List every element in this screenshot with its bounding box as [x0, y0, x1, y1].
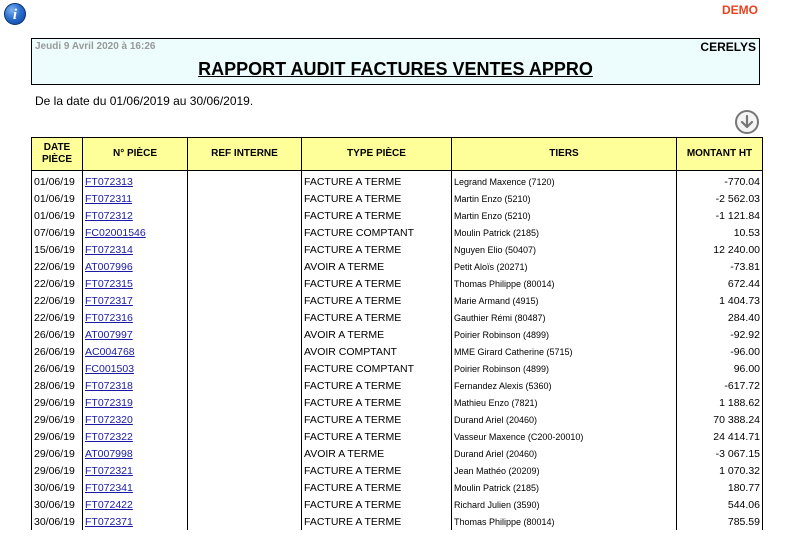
table-row: [32, 513, 763, 530]
cell-montant: -2 562.03: [677, 190, 763, 207]
table-row: [32, 479, 763, 496]
cell-type: AVOIR A TERME: [302, 258, 452, 275]
cell-tiers: Martin Enzo (5210): [452, 190, 677, 207]
piece-link[interactable]: FT072313: [85, 175, 133, 188]
cell-type: FACTURE A TERME: [302, 241, 452, 258]
piece-link[interactable]: FT072315: [85, 277, 133, 290]
cell-type: FACTURE A TERME: [302, 479, 452, 496]
cell-piece: [83, 411, 188, 428]
cell-date: 30/06/19: [32, 513, 83, 530]
table-row: [32, 309, 763, 326]
cell-tiers: Vasseur Maxence (C200-20010): [452, 428, 677, 445]
piece-link[interactable]: FT072371: [85, 515, 133, 528]
cell-ref: [188, 377, 302, 394]
cell-piece: [83, 445, 188, 462]
piece-link[interactable]: FT072422: [85, 498, 133, 511]
cell-date: 22/06/19: [32, 292, 83, 309]
cell-tiers: MME Girard Catherine (5715): [452, 343, 677, 360]
cell-date: 22/06/19: [32, 275, 83, 292]
table-row: [32, 241, 763, 258]
cell-ref: [188, 428, 302, 445]
table-row: [32, 171, 763, 191]
invoice-table: [31, 137, 763, 530]
cell-montant: -96.00: [677, 343, 763, 360]
cell-tiers: Thomas Philippe (80014): [452, 275, 677, 292]
cell-date: 29/06/19: [32, 411, 83, 428]
cell-type: FACTURE A TERME: [302, 394, 452, 411]
cell-ref: [188, 360, 302, 377]
cell-date: 07/06/19: [32, 224, 83, 241]
report-date: Jeudi 9 Avril 2020 à 16:26: [35, 41, 156, 52]
cell-montant: 785.59: [677, 513, 763, 530]
cell-piece: [83, 292, 188, 309]
arrow-down-icon[interactable]: [735, 110, 759, 134]
cell-montant: -770.04: [677, 171, 763, 191]
cell-piece: [83, 190, 188, 207]
table-row: [32, 275, 763, 292]
cell-ref: [188, 207, 302, 224]
cell-tiers: Durand Ariel (20460): [452, 445, 677, 462]
cell-montant: 1 188.62: [677, 394, 763, 411]
cell-type: FACTURE A TERME: [302, 411, 452, 428]
cell-ref: [188, 445, 302, 462]
cell-ref: [188, 224, 302, 241]
piece-link[interactable]: FT072319: [85, 396, 133, 409]
cell-date: 29/06/19: [32, 462, 83, 479]
cell-piece: [83, 326, 188, 343]
cell-tiers: Mathieu Enzo (7821): [452, 394, 677, 411]
cell-piece: [83, 496, 188, 513]
table-row: [32, 377, 763, 394]
table-row: [32, 207, 763, 224]
cell-type: FACTURE COMPTANT: [302, 360, 452, 377]
col-header-date-line2: PIÈCE: [41, 154, 72, 165]
cell-piece: [83, 241, 188, 258]
cell-ref: [188, 479, 302, 496]
cell-piece: [83, 343, 188, 360]
cell-piece: [83, 360, 188, 377]
cell-piece: [83, 309, 188, 326]
cell-montant: 12 240.00: [677, 241, 763, 258]
cell-tiers: Poirier Robinson (4899): [452, 360, 677, 377]
table-header-row: [32, 138, 763, 171]
cell-tiers: Moulin Patrick (2185): [452, 224, 677, 241]
cell-piece: [83, 428, 188, 445]
cell-type: FACTURE A TERME: [302, 513, 452, 530]
cell-tiers: Gauthier Rémi (80487): [452, 309, 677, 326]
table-row: [32, 292, 763, 309]
table-row: [32, 411, 763, 428]
col-header-montant[interactable]: MONTANT HT: [677, 138, 763, 171]
piece-link[interactable]: FT072341: [85, 481, 133, 494]
table-row: [32, 343, 763, 360]
cell-montant: 544.06: [677, 496, 763, 513]
cell-type: AVOIR COMPTANT: [302, 343, 452, 360]
table-row: [32, 394, 763, 411]
cell-tiers: Petit Aloïs (20271): [452, 258, 677, 275]
cell-montant: 1 404.73: [677, 292, 763, 309]
cell-ref: [188, 411, 302, 428]
table-row: [32, 445, 763, 462]
cell-date: 26/06/19: [32, 343, 83, 360]
piece-link[interactable]: FT072318: [85, 379, 133, 392]
cell-tiers: Moulin Patrick (2185): [452, 479, 677, 496]
cell-ref: [188, 462, 302, 479]
cell-date: 26/06/19: [32, 326, 83, 343]
cell-montant: 672.44: [677, 275, 763, 292]
piece-link[interactable]: FT072312: [85, 209, 133, 222]
cell-ref: [188, 326, 302, 343]
cell-date: 29/06/19: [32, 428, 83, 445]
piece-link[interactable]: FT072322: [85, 430, 133, 443]
cell-type: AVOIR A TERME: [302, 445, 452, 462]
cell-type: FACTURE A TERME: [302, 428, 452, 445]
cell-type: FACTURE A TERME: [302, 309, 452, 326]
cell-ref: [188, 496, 302, 513]
cell-montant: 24 414.71: [677, 428, 763, 445]
piece-link[interactable]: FT072311: [85, 192, 133, 205]
demo-label: DEMO: [722, 3, 758, 17]
piece-link[interactable]: FC001503: [85, 362, 135, 375]
piece-link[interactable]: AT007997: [85, 328, 133, 341]
table-row: [32, 496, 763, 513]
cell-ref: [188, 275, 302, 292]
col-header-tiers[interactable]: TIERS: [452, 138, 677, 171]
cell-date: 15/06/19: [32, 241, 83, 258]
cell-ref: [188, 171, 302, 191]
cell-date: 30/06/19: [32, 496, 83, 513]
cell-date: 01/06/19: [32, 207, 83, 224]
cell-tiers: Thomas Philippe (80014): [452, 513, 677, 530]
cell-montant: -1 121.84: [677, 207, 763, 224]
cell-ref: [188, 241, 302, 258]
cell-tiers: Poirier Robinson (4899): [452, 326, 677, 343]
piece-link[interactable]: FC02001546: [85, 226, 146, 239]
cell-tiers: Nguyen Elio (50407): [452, 241, 677, 258]
cell-tiers: Richard Julien (3590): [452, 496, 677, 513]
cell-piece: [83, 513, 188, 530]
cell-type: FACTURE A TERME: [302, 275, 452, 292]
cell-ref: [188, 258, 302, 275]
cell-piece: [83, 479, 188, 496]
table-row: [32, 190, 763, 207]
report-title: RAPPORT AUDIT FACTURES VENTES APPRO: [198, 59, 593, 79]
cell-ref: [188, 513, 302, 530]
cell-date: 29/06/19: [32, 445, 83, 462]
piece-link[interactable]: AT007998: [85, 447, 133, 460]
col-header-piece[interactable]: N° PIÈCE: [83, 138, 188, 171]
cell-type: AVOIR A TERME: [302, 326, 452, 343]
cell-tiers: Fernandez Alexis (5360): [452, 377, 677, 394]
cell-date: 01/06/19: [32, 171, 83, 191]
piece-link[interactable]: FT072317: [85, 294, 133, 307]
cell-date: 26/06/19: [32, 360, 83, 377]
cell-montant: 284.40: [677, 309, 763, 326]
cell-montant: 1 070.32: [677, 462, 763, 479]
col-header-ref[interactable]: REF INTERNE: [188, 138, 302, 171]
table-row: [32, 462, 763, 479]
cell-ref: [188, 394, 302, 411]
cell-piece: [83, 258, 188, 275]
cell-type: FACTURE A TERME: [302, 207, 452, 224]
cell-tiers: Martin Enzo (5210): [452, 207, 677, 224]
cell-type: FACTURE A TERME: [302, 171, 452, 191]
cell-piece: [83, 171, 188, 191]
cell-ref: [188, 343, 302, 360]
col-header-date[interactable]: [32, 138, 83, 171]
cell-tiers: Marie Armand (4915): [452, 292, 677, 309]
company-name: CERELYS: [700, 40, 756, 54]
piece-link[interactable]: FT072320: [85, 413, 133, 426]
cell-montant: -73.81: [677, 258, 763, 275]
cell-piece: [83, 462, 188, 479]
info-icon[interactable]: i: [4, 3, 26, 25]
table-row: [32, 360, 763, 377]
cell-type: FACTURE A TERME: [302, 462, 452, 479]
cell-date: 01/06/19: [32, 190, 83, 207]
cell-date: 29/06/19: [32, 394, 83, 411]
cell-type: FACTURE A TERME: [302, 377, 452, 394]
cell-montant: -3 067.15: [677, 445, 763, 462]
cell-piece: [83, 275, 188, 292]
piece-link[interactable]: FT072316: [85, 311, 133, 324]
col-header-type[interactable]: TYPE PIÈCE: [302, 138, 452, 171]
cell-ref: [188, 292, 302, 309]
table-row: [32, 224, 763, 241]
cell-montant: 10.53: [677, 224, 763, 241]
cell-montant: 70 388.24: [677, 411, 763, 428]
piece-link[interactable]: AT007996: [85, 260, 133, 273]
cell-montant: -92.92: [677, 326, 763, 343]
cell-piece: [83, 207, 188, 224]
cell-piece: [83, 394, 188, 411]
cell-montant: -617.72: [677, 377, 763, 394]
cell-type: FACTURE A TERME: [302, 292, 452, 309]
piece-link[interactable]: FT072321: [85, 464, 133, 477]
cell-type: FACTURE COMPTANT: [302, 224, 452, 241]
cell-date: 28/06/19: [32, 377, 83, 394]
cell-piece: [83, 224, 188, 241]
report-header: [31, 38, 760, 85]
table-row: [32, 258, 763, 275]
piece-link[interactable]: AC004768: [85, 345, 135, 358]
cell-type: FACTURE A TERME: [302, 496, 452, 513]
table-row: [32, 326, 763, 343]
cell-tiers: Durand Ariel (20460): [452, 411, 677, 428]
cell-date: 22/06/19: [32, 258, 83, 275]
cell-date: 22/06/19: [32, 309, 83, 326]
cell-piece: [83, 377, 188, 394]
cell-montant: 96.00: [677, 360, 763, 377]
cell-type: FACTURE A TERME: [302, 190, 452, 207]
col-header-date-line1: DATE: [43, 142, 71, 153]
cell-montant: 180.77: [677, 479, 763, 496]
piece-link[interactable]: FT072314: [85, 243, 133, 256]
cell-tiers: Jean Mathéo (20209): [452, 462, 677, 479]
cell-ref: [188, 190, 302, 207]
cell-date: 30/06/19: [32, 479, 83, 496]
cell-tiers: Legrand Maxence (7120): [452, 171, 677, 191]
cell-ref: [188, 309, 302, 326]
table-row: [32, 428, 763, 445]
period-text: De la date du 01/06/2019 au 30/06/2019.: [35, 94, 254, 108]
